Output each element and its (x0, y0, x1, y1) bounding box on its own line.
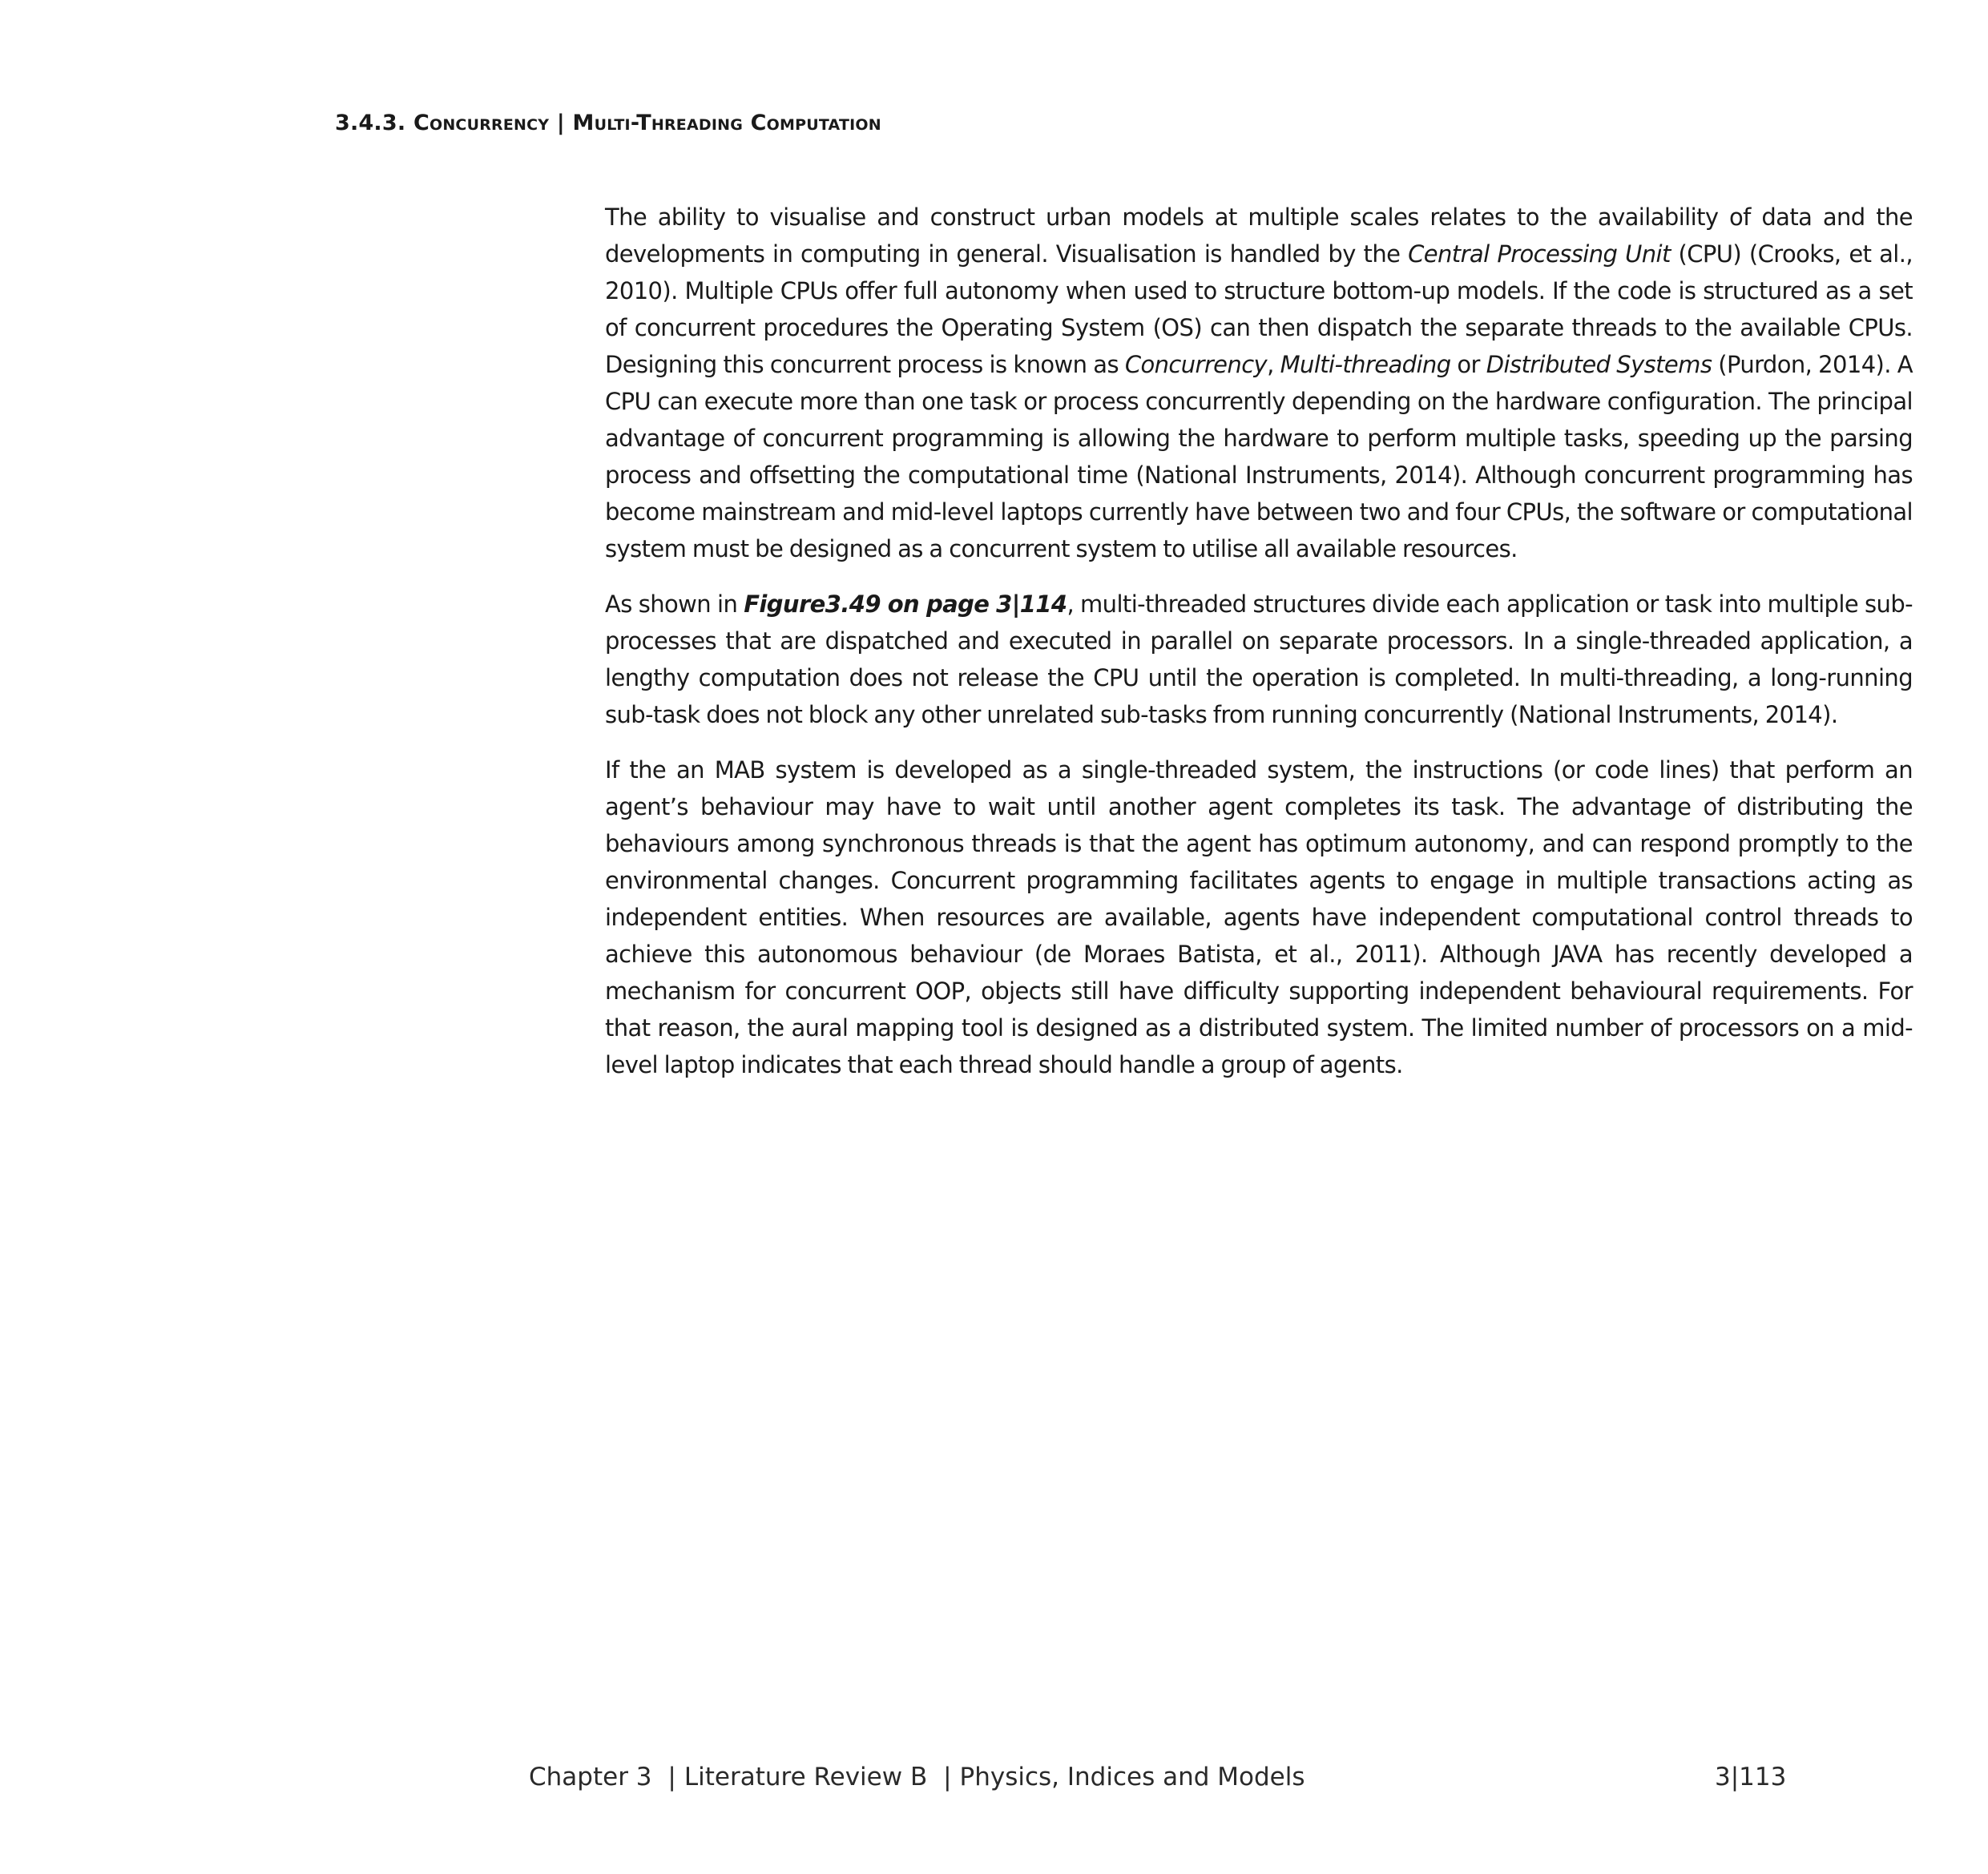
footer-separator: | (667, 1763, 676, 1791)
section-title-divider: | (556, 111, 565, 135)
footer-chapter: Chapter 3 (529, 1763, 652, 1791)
p1-text-4: or (1450, 351, 1486, 378)
paragraph-1 (605, 199, 1913, 567)
p1-term-multithreading: Multi-threading (1280, 351, 1451, 378)
p2-text-2: , multi-threaded structures divide each application or task into multiple sub-processes that are dispatched and executed in parallel on separate processors. In a single-threaded application, a lengthy computation does not release the CPU until the operation is completed. In multi-threading, a long-running sub-task does not block any other unrelated sub-tasks from running concurrently (National Instruments, 2014). (605, 590, 1913, 728)
footer-part: Literature Review B (684, 1763, 928, 1791)
p1-term-concurrency: Concurrency (1124, 351, 1268, 378)
p1-text-3: , (1267, 351, 1280, 378)
p1-text-1: The ability to visualise and construct urban models at multiple scales relates to the availability of data and the developments in computing in general. Visualisation is handled by the (605, 204, 1913, 268)
paragraph-3: If the an MAB system is developed as a single-threaded system, the instructions (or code lines) that perform an agent’s behaviour may have to wait until another agent completes its task. The advantage of distributing the behaviours among synchronous threads is that the agent has optimum autonomy, and can respond promptly to the environmental changes. Concurrent programming facilitates agents to engage in multiple transactions acting as independent entities. When resources are available, agents have independent computational control threads to achieve this autonomous behaviour (de Moraes Batista, et al., 2011). Although JAVA has recently developed a mechanism for concurrent OOP, objects still have difficulty supporting independent behavioural requirements. For that reason, the aural mapping tool is designed as a distributed system. The limited number of processors on a mid-level laptop indicates that each thread should handle a group of agents. (605, 756, 1913, 1078)
page-number: 3|113 (1715, 1763, 1787, 1791)
p1-text-2: (CPU) (Crooks, et al., 2010). Multiple CPUs offer full autonomy when used to structure bottom-up models. If the code is structured as a set of concurrent procedures the Operating System (OS) can then dispatch the separate threads to the available CPUs. Designing this concurrent process is known as (605, 240, 1913, 378)
footer-topic: Physics, Indices and Models (959, 1763, 1305, 1791)
section-title-concurrency: Concurrency (413, 111, 550, 135)
paragraph-2 (605, 586, 1913, 733)
p2-text-1: As shown in (605, 590, 744, 618)
section-heading (335, 111, 881, 135)
body-text (605, 199, 1913, 1102)
page-footer (529, 1763, 1305, 1791)
figure-reference-link[interactable]: Figure3.49 on page 3|114 (744, 590, 1067, 618)
p1-term-distributed: Distributed Systems (1486, 351, 1712, 378)
section-title-multithreading: Multi-Threading Computation (572, 111, 881, 135)
footer-separator: | (943, 1763, 952, 1791)
section-number: 3.4.3. (335, 111, 406, 135)
p1-term-cpu: Central Processing Unit (1408, 240, 1671, 268)
p1-text-5: (Purdon, 2014). A CPU can execute more than one task or process concurrently depending on the hardware configuration. The principal advantage of concurrent programming is allowing the hardware to perform multiple tasks, speeding up the parsing process and offsetting the computational time (National Instruments, 2014). Although concurrent programming has become mainstream and mid-level laptops currently have between two and four CPUs, the software or computational system must be designed as a concurrent system to utilise all available resources. (605, 351, 1913, 562)
